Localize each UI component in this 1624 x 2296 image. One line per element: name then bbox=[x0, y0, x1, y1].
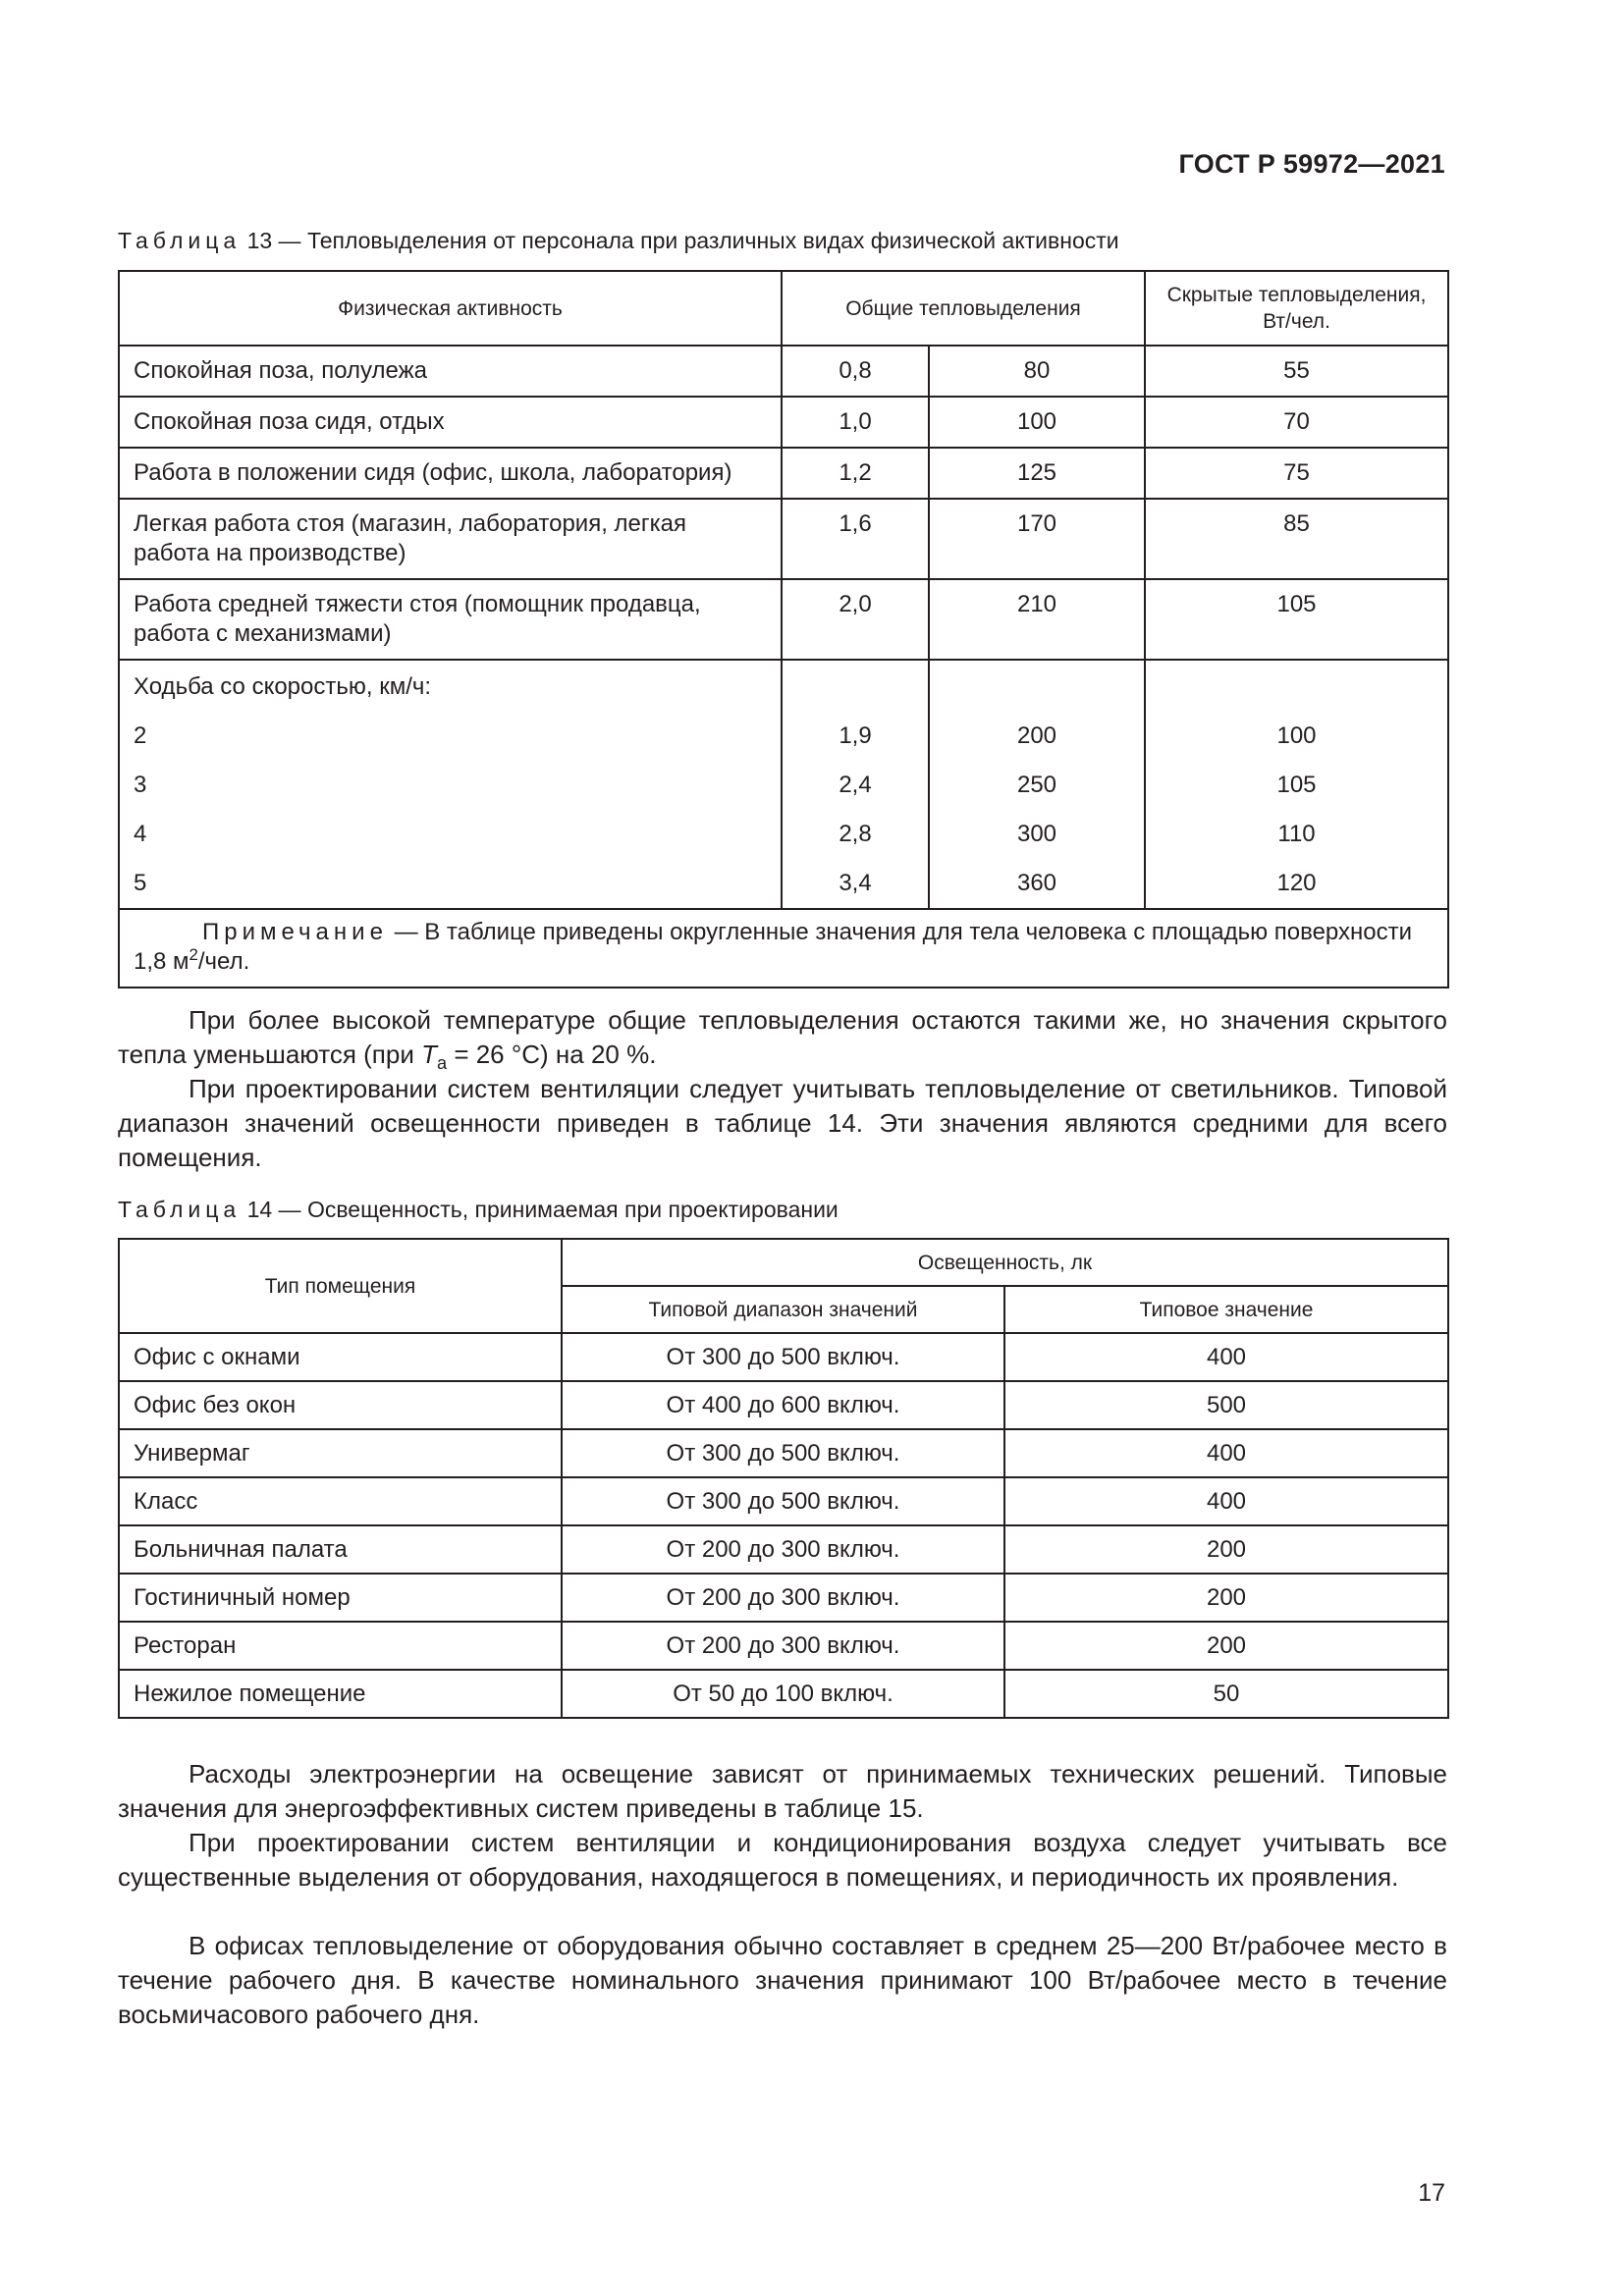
latent-heat-cell: 105 bbox=[1145, 579, 1448, 660]
table-row bbox=[119, 1477, 1448, 1525]
header-latent-heat: Скрытые тепловыделения, Вт/чел. bbox=[1145, 271, 1448, 346]
table-row bbox=[119, 579, 1448, 660]
typical-cell: 200 bbox=[1004, 1574, 1448, 1622]
table13-caption-word: Таблица bbox=[118, 228, 242, 253]
total-heat-cell: 100 bbox=[929, 397, 1145, 448]
activity-cell: Легкая работа стоя (магазин, лаборатория, легкая работа на производстве) bbox=[119, 499, 782, 579]
temperature-subscript: a bbox=[436, 1053, 448, 1074]
room-cell: Офис с окнами bbox=[119, 1333, 562, 1381]
table14-caption-word: Таблица bbox=[118, 1197, 242, 1222]
typical-cell: 200 bbox=[1004, 1622, 1448, 1670]
note-text: — В таблице приведены округленные значения для тела человека с площадью поверхности 1,8 м bbox=[134, 919, 1412, 975]
walking-latent: 100 bbox=[1276, 722, 1317, 749]
paragraph: При проектировании систем вентиляции следует учитывать тепловыделение от светильников. Типовой диапазон значений освещенности приведен в таблице 14. Эти значения являются средними для всего помещения. bbox=[118, 1074, 1447, 1172]
met-cell: 1,0 bbox=[782, 397, 929, 448]
table14-caption-text: 14 — Освещенность, принимаемая при проектировании bbox=[241, 1197, 839, 1222]
range-cell: От 200 до 300 включ. bbox=[562, 1525, 1004, 1574]
walking-label: Ходьба со скоростью, км/ч: bbox=[134, 673, 432, 700]
typical-cell: 400 bbox=[1004, 1477, 1448, 1525]
walking-total-cell bbox=[929, 660, 1145, 909]
walking-speed: 5 bbox=[134, 870, 147, 896]
met-cell: 0,8 bbox=[782, 346, 929, 397]
walking-latent-cell bbox=[1145, 660, 1448, 909]
note-label: Примечание bbox=[202, 919, 388, 945]
typical-cell: 400 bbox=[1004, 1333, 1448, 1381]
activity-cell: Работа в положении сидя (офис, школа, лаборатория) bbox=[119, 448, 782, 499]
table13-header-row bbox=[119, 271, 1448, 346]
total-heat-cell: 210 bbox=[929, 579, 1145, 660]
header-activity: Физическая активность bbox=[119, 271, 782, 346]
header-illuminance: Освещенность, лк bbox=[562, 1239, 1448, 1286]
temperature-symbol: T bbox=[421, 1040, 437, 1069]
note-superscript: 2 bbox=[189, 945, 198, 964]
total-heat-cell: 170 bbox=[929, 499, 1145, 579]
walking-met-cell bbox=[782, 660, 929, 909]
table-row bbox=[119, 1429, 1448, 1477]
table13-caption-text: 13 — Тепловыделения от персонала при различных видах физической активности bbox=[241, 228, 1119, 253]
walking-latent: 110 bbox=[1277, 821, 1316, 847]
walking-met: 2,8 bbox=[839, 821, 872, 847]
table13-caption bbox=[118, 228, 1119, 254]
walking-row bbox=[119, 660, 1448, 909]
header-typical: Типовое значение bbox=[1004, 1286, 1448, 1333]
walking-total: 300 bbox=[1016, 821, 1057, 847]
total-heat-cell: 80 bbox=[929, 346, 1145, 397]
table14-header-row bbox=[119, 1239, 1448, 1286]
met-cell: 1,2 bbox=[782, 448, 929, 499]
walking-met: 3,4 bbox=[839, 870, 872, 896]
walking-total: 360 bbox=[1016, 870, 1057, 896]
note-row bbox=[119, 909, 1448, 988]
paragraph-text: При более высокой температуре общие тепловыделения остаются такими же, но значения скрытого тепла уменьшаются (при bbox=[118, 1005, 1447, 1069]
room-cell: Больничная палата bbox=[119, 1525, 562, 1574]
typical-cell: 400 bbox=[1004, 1429, 1448, 1477]
walking-met: 1,9 bbox=[839, 722, 872, 749]
range-cell: От 400 до 600 включ. bbox=[562, 1381, 1004, 1429]
met-cell: 2,0 bbox=[782, 579, 929, 660]
latent-heat-cell: 85 bbox=[1145, 499, 1448, 579]
latent-heat-cell: 70 bbox=[1145, 397, 1448, 448]
table-row bbox=[119, 1574, 1448, 1622]
walking-total: 200 bbox=[1016, 722, 1057, 749]
header-total-heat: Общие тепловыделения bbox=[782, 271, 1145, 346]
page-number: 17 bbox=[1418, 2179, 1445, 2207]
table-row bbox=[119, 1381, 1448, 1429]
note-text-end: /чел. bbox=[197, 948, 250, 975]
walking-met: 2,4 bbox=[839, 772, 872, 798]
range-cell: От 300 до 500 включ. bbox=[562, 1477, 1004, 1525]
walking-speed-cell bbox=[119, 660, 782, 909]
table-row bbox=[119, 1670, 1448, 1718]
table-14 bbox=[118, 1238, 1449, 1719]
table-row bbox=[119, 499, 1448, 579]
activity-cell: Работа средней тяжести стоя (помощник продавца, работа с механизмами) bbox=[119, 579, 782, 660]
room-cell: Офис без окон bbox=[119, 1381, 562, 1429]
range-cell: От 200 до 300 включ. bbox=[562, 1622, 1004, 1670]
table-row bbox=[119, 1622, 1448, 1670]
room-cell: Гостиничный номер bbox=[119, 1574, 562, 1622]
met-cell: 1,6 bbox=[782, 499, 929, 579]
range-cell: От 300 до 500 включ. bbox=[562, 1333, 1004, 1381]
typical-cell: 200 bbox=[1004, 1525, 1448, 1574]
room-cell: Ресторан bbox=[119, 1622, 562, 1670]
latent-heat-cell: 55 bbox=[1145, 346, 1448, 397]
walking-total: 250 bbox=[1016, 772, 1057, 798]
document-number: ГОСТ Р 59972—2021 bbox=[1178, 149, 1445, 179]
range-cell: От 200 до 300 включ. bbox=[562, 1574, 1004, 1622]
paragraph-text-end: = 26 °С) на 20 %. bbox=[447, 1040, 657, 1069]
range-cell: От 50 до 100 включ. bbox=[562, 1670, 1004, 1718]
table14-caption bbox=[118, 1197, 839, 1223]
walking-speed: 4 bbox=[134, 821, 147, 847]
walking-latent: 120 bbox=[1276, 870, 1317, 896]
paragraph: Расходы электроэнергии на освещение зависят от принимаемых технических решений. Типовые значения для энергоэффективных систем приведены в таблице 15. bbox=[118, 1759, 1447, 1823]
activity-cell: Спокойная поза, полулежа bbox=[119, 346, 782, 397]
room-cell: Универмаг bbox=[119, 1429, 562, 1477]
total-heat-cell: 125 bbox=[929, 448, 1145, 499]
walking-speed: 2 bbox=[134, 722, 147, 749]
table13-note bbox=[119, 909, 1448, 988]
table-row bbox=[119, 1525, 1448, 1574]
room-cell: Класс bbox=[119, 1477, 562, 1525]
walking-latent: 105 bbox=[1276, 772, 1317, 798]
table-row bbox=[119, 448, 1448, 499]
paragraph: В офисах тепловыделение от оборудования обычно составляет в среднем 25—200 Вт/рабочее место в течение рабочего дня. В качестве номинального значения принимают 100 Вт/рабочее место в течение восьмичасового рабочего дня. bbox=[118, 1931, 1447, 2029]
walking-speed: 3 bbox=[134, 772, 147, 798]
latent-heat-cell: 75 bbox=[1145, 448, 1448, 499]
room-cell: Нежилое помещение bbox=[119, 1670, 562, 1718]
typical-cell: 50 bbox=[1004, 1670, 1448, 1718]
range-cell: От 300 до 500 включ. bbox=[562, 1429, 1004, 1477]
activity-cell: Спокойная поза сидя, отдых bbox=[119, 397, 782, 448]
table-row bbox=[119, 346, 1448, 397]
header-room-type: Тип помещения bbox=[119, 1239, 562, 1333]
table-row bbox=[119, 1333, 1448, 1381]
table-13 bbox=[118, 270, 1449, 988]
paragraph bbox=[118, 1003, 1447, 1072]
paragraph: При проектировании систем вентиляции и кондиционирования воздуха следует учитывать все существенные выделения от оборудования, находящегося в помещениях, и периодичность их проявления. bbox=[118, 1828, 1447, 1892]
header-range: Типовой диапазон значений bbox=[562, 1286, 1004, 1333]
typical-cell: 500 bbox=[1004, 1381, 1448, 1429]
table-row bbox=[119, 397, 1448, 448]
